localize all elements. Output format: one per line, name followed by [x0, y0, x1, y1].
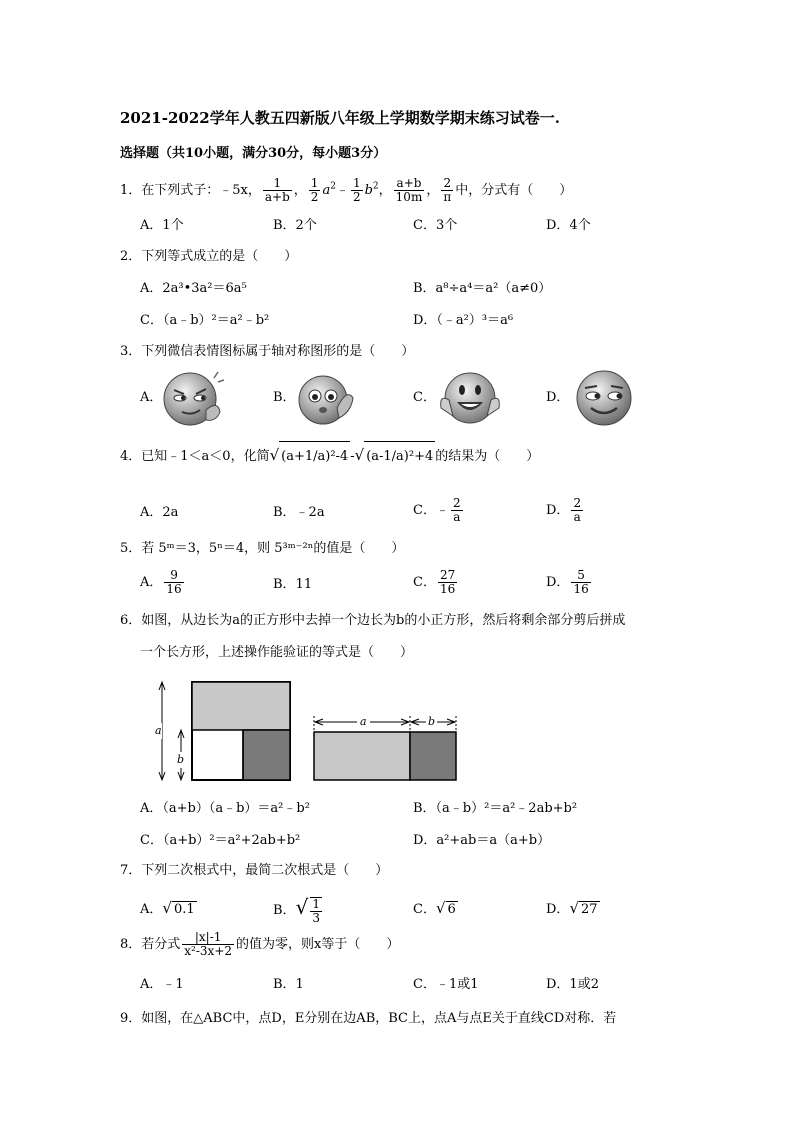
- fraction: $\frac{1}{a+b}$: [264, 176, 290, 204]
- question-1-stem: 1．在下列式子：﹣5x， $\frac{1}{a+b}$ ， $\frac{1}{2}$ $a^2﹣$ $\frac{1}{2}$ $b^2$， $\frac{a+b}{10m}$ ， $\frac{2}{\pi}$ 中，分式有（ ）: [120, 176, 573, 204]
- q3-option-c: C．: [413, 390, 436, 405]
- q6-option-c: C．（a+b）²＝a²+2ab+b²: [140, 833, 301, 848]
- q2-option-a: A．2a³•3a²＝6a⁵: [140, 281, 247, 296]
- shy-emoji-icon: [297, 368, 355, 428]
- q1-option-a: A．1个: [140, 218, 184, 233]
- q7-option-b: B．√ $\frac{1}{3}$: [273, 895, 320, 925]
- q4-option-b: B．﹣2a: [273, 505, 325, 520]
- label-b-left: b: [177, 753, 185, 766]
- q1-option-d: D．4个: [546, 218, 591, 233]
- radical-1: (a+1/a)²-4: [279, 441, 350, 472]
- question-6-line-1: 6．如图，从边长为a的正方形中去掉一个边长为b的小正方形，然后将剩余部分剪后拼成: [120, 613, 626, 628]
- grin-emoji-icon: [573, 368, 635, 428]
- q2-option-c: C．（a﹣b）²＝a²﹣b²: [140, 313, 270, 328]
- label-a-top: a: [357, 714, 370, 730]
- square-rectangle-figure: [145, 676, 465, 788]
- q7-option-a: A．√ 0.1: [140, 899, 195, 917]
- q6-option-d: D．a²+ab＝a（a+b）: [413, 833, 551, 848]
- question-4-stem: 4．已知﹣1＜a＜0，化简√ (a+1/a)²-4 -√ (a-1/a)²+4 的结果为（ ）: [120, 440, 539, 476]
- fraction: $\frac{2}{\pi}$: [443, 176, 452, 204]
- q3-option-b: B．: [273, 390, 296, 405]
- q5-option-d: D． $\frac{5}{16}$: [546, 568, 589, 596]
- radical-2: (a-1/a)²+4: [364, 441, 435, 472]
- q2-option-d: D．（﹣a²）³＝a⁶: [413, 313, 514, 328]
- q1-option-c: C．3个: [413, 218, 458, 233]
- question-7-stem: 7．下列二次根式中，最简二次根式是（ ）: [120, 863, 389, 878]
- q7-option-c: C．√ 6: [413, 899, 456, 917]
- q7-option-d: D．√ 27: [546, 899, 598, 917]
- question-2-stem: 2．下列等式成立的是（ ）: [120, 249, 298, 264]
- smirk-emoji-icon: [162, 370, 226, 428]
- laughing-emoji-icon: [437, 368, 503, 428]
- fraction: $\frac{a+b}{10m}$: [395, 176, 423, 204]
- label-b-top: b: [428, 715, 436, 728]
- label-a-left: a: [155, 724, 162, 737]
- q3-option-a: A．: [140, 390, 163, 405]
- fraction: $\frac{1}{2}$: [352, 176, 361, 204]
- q1-option-b: B．2个: [273, 218, 317, 233]
- question-6-line-2: 一个长方形，上述操作能验证的等式是（ ）: [140, 645, 414, 660]
- q5-option-b: B．11: [273, 577, 313, 592]
- question-9-stem: 9．如图，在△ABC中，点D，E分别在边AB，BC上，点A与点E关于直线CD对称．若: [120, 1011, 617, 1026]
- section-heading: 选择题（共10小题，满分30分，每小题3分）: [120, 146, 387, 161]
- q6-option-a: A．（a+b）（a﹣b）＝a²﹣b²: [140, 801, 310, 816]
- q4-option-d: D． $\frac{2}{a}$: [546, 496, 582, 524]
- q8-option-b: B．1: [273, 977, 304, 992]
- question-8-stem: 8．若分式 $\frac{|x|-1}{\text{x²-3x+2}}$ 的值为零，则x等于（ ）: [120, 930, 400, 958]
- q4-option-c: C．﹣ $\frac{2}{a}$: [413, 496, 461, 524]
- q8-option-c: C．﹣1或1: [413, 977, 479, 992]
- q8-option-d: D．1或2: [546, 977, 599, 992]
- q3-option-d: D．: [546, 390, 570, 405]
- q8-option-a: A．﹣1: [140, 977, 184, 992]
- fraction: $\frac{1}{2}$: [310, 176, 319, 204]
- q4-option-a: A．2a: [140, 505, 179, 520]
- question-3-stem: 3．下列微信表情图标属于轴对称图形的是（ ）: [120, 344, 415, 359]
- q6-option-b: B．（a﹣b）²＝a²﹣2ab+b²: [413, 801, 578, 816]
- q2-option-b: B．a⁸÷a⁴＝a²（a≠0）: [413, 281, 552, 296]
- q5-option-a: A． $\frac{9}{16}$: [140, 568, 182, 596]
- q5-option-c: C． $\frac{27}{16}$: [413, 568, 456, 596]
- question-5-stem: 5．若 5ᵐ＝3，5ⁿ＝4，则 5³ᵐ⁻²ⁿ的值是（ ）: [120, 541, 405, 556]
- page-title: 2021-2022学年人教五四新版八年级上学期数学期末练习试卷一.: [120, 109, 560, 127]
